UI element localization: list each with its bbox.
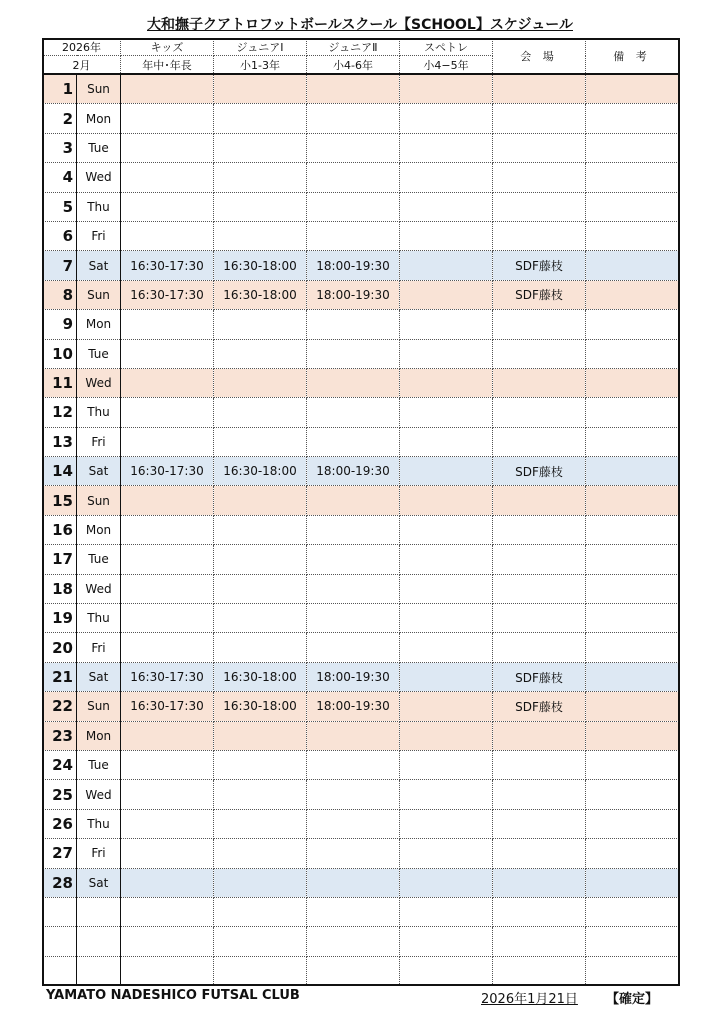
special-training-time <box>400 574 493 603</box>
special-training-time <box>400 662 493 691</box>
venue-cell <box>493 74 586 104</box>
special-training-time <box>400 956 493 985</box>
notes-cell <box>586 956 679 985</box>
junior-2-time <box>307 163 400 192</box>
venue-cell <box>493 427 586 456</box>
special-training-time <box>400 809 493 838</box>
venue-cell <box>493 897 586 926</box>
junior-1-time <box>214 515 307 544</box>
notes-cell <box>586 780 679 809</box>
notes-cell <box>586 398 679 427</box>
junior-1-time <box>214 956 307 985</box>
special-training-time <box>400 780 493 809</box>
kids-time <box>121 956 214 985</box>
venue-cell: SDF藤枝 <box>493 251 586 280</box>
day-of-week: Fri <box>77 427 121 456</box>
day-of-week: Sat <box>77 662 121 691</box>
kids-time <box>121 339 214 368</box>
table-row <box>43 545 679 574</box>
kids-time <box>121 604 214 633</box>
notes-cell <box>586 133 679 162</box>
notes-cell <box>586 545 679 574</box>
special-training-time <box>400 515 493 544</box>
junior-1-time <box>214 897 307 926</box>
kids-time <box>121 427 214 456</box>
day-of-week: Mon <box>77 721 121 750</box>
day-number: 11 <box>43 368 77 397</box>
column-header-venue: 会 場 <box>493 38 586 74</box>
table-row <box>43 427 679 456</box>
table-row <box>43 809 679 838</box>
day-of-week: Thu <box>77 398 121 427</box>
day-of-week: Wed <box>77 163 121 192</box>
venue-cell <box>493 398 586 427</box>
day-number: 28 <box>43 868 77 897</box>
junior-1-time <box>214 133 307 162</box>
kids-time <box>121 486 214 515</box>
junior-2-time: 18:00-19:30 <box>307 457 400 486</box>
venue-cell <box>493 104 586 133</box>
notes-cell <box>586 221 679 250</box>
venue-cell <box>493 839 586 868</box>
junior-2-time <box>307 868 400 897</box>
column-header-junior-2: ジュニアⅡ <box>307 38 400 56</box>
month-label: 2月 <box>43 56 121 75</box>
venue-cell <box>493 339 586 368</box>
notes-cell <box>586 427 679 456</box>
kids-time <box>121 74 214 104</box>
table-row <box>43 457 679 486</box>
kids-time <box>121 104 214 133</box>
notes-cell <box>586 280 679 309</box>
junior-1-time <box>214 721 307 750</box>
day-of-week: Sat <box>77 868 121 897</box>
junior-2-time <box>307 721 400 750</box>
day-of-week: Wed <box>77 368 121 397</box>
junior-1-time <box>214 104 307 133</box>
junior-2-time <box>307 133 400 162</box>
day-of-week: Tue <box>77 133 121 162</box>
junior-2-time <box>307 956 400 985</box>
table-row <box>43 721 679 750</box>
venue-cell <box>493 486 586 515</box>
special-training-time <box>400 427 493 456</box>
kids-time: 16:30-17:30 <box>121 280 214 309</box>
special-training-time <box>400 486 493 515</box>
junior-1-time <box>214 221 307 250</box>
special-training-time <box>400 868 493 897</box>
day-number: 22 <box>43 692 77 721</box>
day-of-week: Thu <box>77 604 121 633</box>
kids-time <box>121 574 214 603</box>
table-row <box>43 192 679 221</box>
special-training-time <box>400 251 493 280</box>
notes-cell <box>586 750 679 779</box>
table-row <box>43 310 679 339</box>
table-row <box>43 163 679 192</box>
special-training-time <box>400 163 493 192</box>
special-training-time <box>400 927 493 956</box>
day-number <box>43 897 77 926</box>
special-training-time <box>400 221 493 250</box>
table-row <box>43 633 679 662</box>
kids-time <box>121 163 214 192</box>
venue-cell <box>493 809 586 838</box>
kids-time: 16:30-17:30 <box>121 662 214 691</box>
day-number: 13 <box>43 427 77 456</box>
day-number: 17 <box>43 545 77 574</box>
junior-2-time <box>307 368 400 397</box>
junior-1-time <box>214 809 307 838</box>
kids-time <box>121 368 214 397</box>
junior-1-time <box>214 192 307 221</box>
day-number: 20 <box>43 633 77 662</box>
day-of-week: Tue <box>77 750 121 779</box>
table-row <box>43 398 679 427</box>
junior-1-time <box>214 163 307 192</box>
day-of-week <box>77 956 121 985</box>
junior-1-time <box>214 780 307 809</box>
notes-cell <box>586 927 679 956</box>
junior-2-time <box>307 574 400 603</box>
table-row <box>43 839 679 868</box>
notes-cell <box>586 515 679 544</box>
venue-cell <box>493 515 586 544</box>
day-number: 26 <box>43 809 77 838</box>
junior-2-time <box>307 633 400 662</box>
kids-time <box>121 310 214 339</box>
day-number: 2 <box>43 104 77 133</box>
table-row <box>43 486 679 515</box>
junior-1-time <box>214 310 307 339</box>
venue-cell: SDF藤枝 <box>493 457 586 486</box>
junior-2-time <box>307 427 400 456</box>
venue-cell <box>493 956 586 985</box>
venue-cell: SDF藤枝 <box>493 280 586 309</box>
page-title <box>0 14 720 34</box>
notes-cell <box>586 839 679 868</box>
special-training-time <box>400 604 493 633</box>
notes-cell <box>586 604 679 633</box>
day-number: 27 <box>43 839 77 868</box>
table-row <box>43 604 679 633</box>
column-header-notes: 備 考 <box>586 38 679 74</box>
column-header-special-training: スペトレ <box>400 38 493 56</box>
table-row <box>43 868 679 897</box>
table-row <box>43 662 679 691</box>
kids-time <box>121 839 214 868</box>
venue-cell <box>493 221 586 250</box>
venue-cell <box>493 721 586 750</box>
kids-time <box>121 633 214 662</box>
junior-2-time <box>307 780 400 809</box>
junior-1-time <box>214 368 307 397</box>
day-number: 18 <box>43 574 77 603</box>
junior-1-time: 16:30-18:00 <box>214 692 307 721</box>
kids-time <box>121 927 214 956</box>
special-training-time <box>400 633 493 662</box>
venue-cell <box>493 868 586 897</box>
junior-2-time <box>307 515 400 544</box>
kids-time <box>121 133 214 162</box>
junior-1-time <box>214 750 307 779</box>
junior-2-time <box>307 486 400 515</box>
column-header-kids: キッズ <box>121 38 214 56</box>
venue-cell <box>493 780 586 809</box>
day-number: 15 <box>43 486 77 515</box>
status-label: 【確定】 <box>606 992 659 1007</box>
special-training-time <box>400 545 493 574</box>
day-of-week: Sun <box>77 486 121 515</box>
year-label: 2026年 <box>43 38 121 56</box>
day-number: 16 <box>43 515 77 544</box>
club-name: YAMATO NADESHICO FUTSAL CLUB <box>46 988 300 1003</box>
special-training-time <box>400 74 493 104</box>
schedule-body <box>43 74 679 986</box>
junior-1-time <box>214 74 307 104</box>
junior-1-time <box>214 604 307 633</box>
notes-cell <box>586 574 679 603</box>
special-training-time <box>400 368 493 397</box>
kids-time <box>121 515 214 544</box>
special-training-time <box>400 339 493 368</box>
header-row-top <box>43 38 679 56</box>
venue-cell <box>493 368 586 397</box>
day-number: 9 <box>43 310 77 339</box>
venue-cell <box>493 192 586 221</box>
kids-time: 16:30-17:30 <box>121 251 214 280</box>
table-row <box>43 956 679 985</box>
day-of-week: Wed <box>77 780 121 809</box>
junior-1-time <box>214 398 307 427</box>
day-number: 1 <box>43 74 77 104</box>
kids-time <box>121 398 214 427</box>
kids-time: 16:30-17:30 <box>121 692 214 721</box>
junior-2-time <box>307 192 400 221</box>
day-number: 3 <box>43 133 77 162</box>
special-training-time <box>400 104 493 133</box>
day-number: 10 <box>43 339 77 368</box>
junior-1-time <box>214 839 307 868</box>
junior-2-time: 18:00-19:30 <box>307 692 400 721</box>
junior-2-time: 18:00-19:30 <box>307 280 400 309</box>
day-of-week <box>77 897 121 926</box>
notes-cell <box>586 368 679 397</box>
schedule-table <box>42 38 679 986</box>
junior-1-time <box>214 339 307 368</box>
notes-cell <box>586 310 679 339</box>
column-sub-junior-1: 小1-3年 <box>214 56 307 75</box>
venue-cell <box>493 133 586 162</box>
notes-cell <box>586 868 679 897</box>
table-row <box>43 251 679 280</box>
kids-time <box>121 192 214 221</box>
kids-time <box>121 780 214 809</box>
special-training-time <box>400 839 493 868</box>
junior-1-time: 16:30-18:00 <box>214 251 307 280</box>
day-number: 23 <box>43 721 77 750</box>
junior-2-time <box>307 339 400 368</box>
day-number: 19 <box>43 604 77 633</box>
day-of-week: Sun <box>77 280 121 309</box>
junior-1-time: 16:30-18:00 <box>214 457 307 486</box>
table-row <box>43 368 679 397</box>
junior-1-time <box>214 545 307 574</box>
special-training-time <box>400 280 493 309</box>
column-sub-junior-2: 小4-6年 <box>307 56 400 75</box>
junior-1-time: 16:30-18:00 <box>214 662 307 691</box>
special-training-time <box>400 692 493 721</box>
notes-cell <box>586 457 679 486</box>
junior-2-time <box>307 221 400 250</box>
day-of-week: Sat <box>77 457 121 486</box>
notes-cell <box>586 662 679 691</box>
venue-cell <box>493 633 586 662</box>
venue-cell <box>493 574 586 603</box>
table-row <box>43 927 679 956</box>
day-of-week: Sat <box>77 251 121 280</box>
venue-cell <box>493 163 586 192</box>
day-number: 8 <box>43 280 77 309</box>
kids-time <box>121 545 214 574</box>
table-row <box>43 574 679 603</box>
venue-cell <box>493 545 586 574</box>
venue-cell <box>493 750 586 779</box>
venue-cell <box>493 604 586 633</box>
table-row <box>43 692 679 721</box>
table-row <box>43 515 679 544</box>
notes-cell <box>586 692 679 721</box>
notes-cell <box>586 339 679 368</box>
special-training-time <box>400 897 493 926</box>
day-number: 25 <box>43 780 77 809</box>
venue-cell: SDF藤枝 <box>493 692 586 721</box>
day-of-week: Mon <box>77 104 121 133</box>
venue-cell: SDF藤枝 <box>493 662 586 691</box>
special-training-time <box>400 133 493 162</box>
notes-cell <box>586 721 679 750</box>
special-training-time <box>400 310 493 339</box>
day-number: 12 <box>43 398 77 427</box>
kids-time: 16:30-17:30 <box>121 457 214 486</box>
junior-2-time <box>307 74 400 104</box>
special-training-time <box>400 192 493 221</box>
day-number: 5 <box>43 192 77 221</box>
column-sub-kids: 年中･年長 <box>121 56 214 75</box>
day-of-week: Fri <box>77 221 121 250</box>
day-of-week: Sun <box>77 74 121 104</box>
day-of-week: Thu <box>77 192 121 221</box>
table-row <box>43 780 679 809</box>
notes-cell <box>586 809 679 838</box>
day-number <box>43 927 77 956</box>
junior-1-time <box>214 427 307 456</box>
junior-2-time <box>307 310 400 339</box>
issue-date: 2026年1月21日 <box>481 992 578 1007</box>
junior-2-time <box>307 927 400 956</box>
day-number: 21 <box>43 662 77 691</box>
special-training-time <box>400 750 493 779</box>
junior-1-time <box>214 927 307 956</box>
column-header-junior-1: ジュニアⅠ <box>214 38 307 56</box>
day-of-week: Thu <box>77 809 121 838</box>
junior-1-time <box>214 486 307 515</box>
junior-2-time <box>307 809 400 838</box>
junior-2-time <box>307 839 400 868</box>
page-title-text: 大和撫子クアトロフットボールスクール【SCHOOL】スケジュール <box>147 17 573 33</box>
notes-cell <box>586 486 679 515</box>
junior-2-time <box>307 398 400 427</box>
day-number: 4 <box>43 163 77 192</box>
table-row <box>43 221 679 250</box>
day-of-week: Fri <box>77 633 121 662</box>
kids-time <box>121 897 214 926</box>
kids-time <box>121 750 214 779</box>
notes-cell <box>586 104 679 133</box>
kids-time <box>121 721 214 750</box>
day-number: 7 <box>43 251 77 280</box>
table-row <box>43 750 679 779</box>
junior-2-time <box>307 750 400 779</box>
day-number: 24 <box>43 750 77 779</box>
junior-1-time <box>214 868 307 897</box>
notes-cell <box>586 74 679 104</box>
special-training-time <box>400 721 493 750</box>
venue-cell <box>493 310 586 339</box>
table-row <box>43 133 679 162</box>
day-of-week: Wed <box>77 574 121 603</box>
table-row <box>43 74 679 104</box>
junior-2-time: 18:00-19:30 <box>307 662 400 691</box>
junior-2-time <box>307 604 400 633</box>
notes-cell <box>586 163 679 192</box>
kids-time <box>121 809 214 838</box>
junior-2-time: 18:00-19:30 <box>307 251 400 280</box>
notes-cell <box>586 633 679 662</box>
day-of-week: Fri <box>77 839 121 868</box>
special-training-time <box>400 457 493 486</box>
day-of-week: Tue <box>77 339 121 368</box>
venue-cell <box>493 927 586 956</box>
day-of-week: Mon <box>77 515 121 544</box>
notes-cell <box>586 192 679 221</box>
junior-2-time <box>307 104 400 133</box>
junior-1-time <box>214 574 307 603</box>
day-of-week <box>77 927 121 956</box>
junior-2-time <box>307 897 400 926</box>
table-row <box>43 280 679 309</box>
day-of-week: Mon <box>77 310 121 339</box>
day-number: 6 <box>43 221 77 250</box>
kids-time <box>121 221 214 250</box>
junior-1-time: 16:30-18:00 <box>214 280 307 309</box>
junior-1-time <box>214 633 307 662</box>
day-of-week: Tue <box>77 545 121 574</box>
notes-cell <box>586 251 679 280</box>
kids-time <box>121 868 214 897</box>
special-training-time <box>400 398 493 427</box>
day-of-week: Sun <box>77 692 121 721</box>
junior-2-time <box>307 545 400 574</box>
notes-cell <box>586 897 679 926</box>
table-row <box>43 897 679 926</box>
table-row <box>43 104 679 133</box>
day-number <box>43 956 77 985</box>
table-row <box>43 339 679 368</box>
column-sub-special-training: 小4−5年 <box>400 56 493 75</box>
day-number: 14 <box>43 457 77 486</box>
